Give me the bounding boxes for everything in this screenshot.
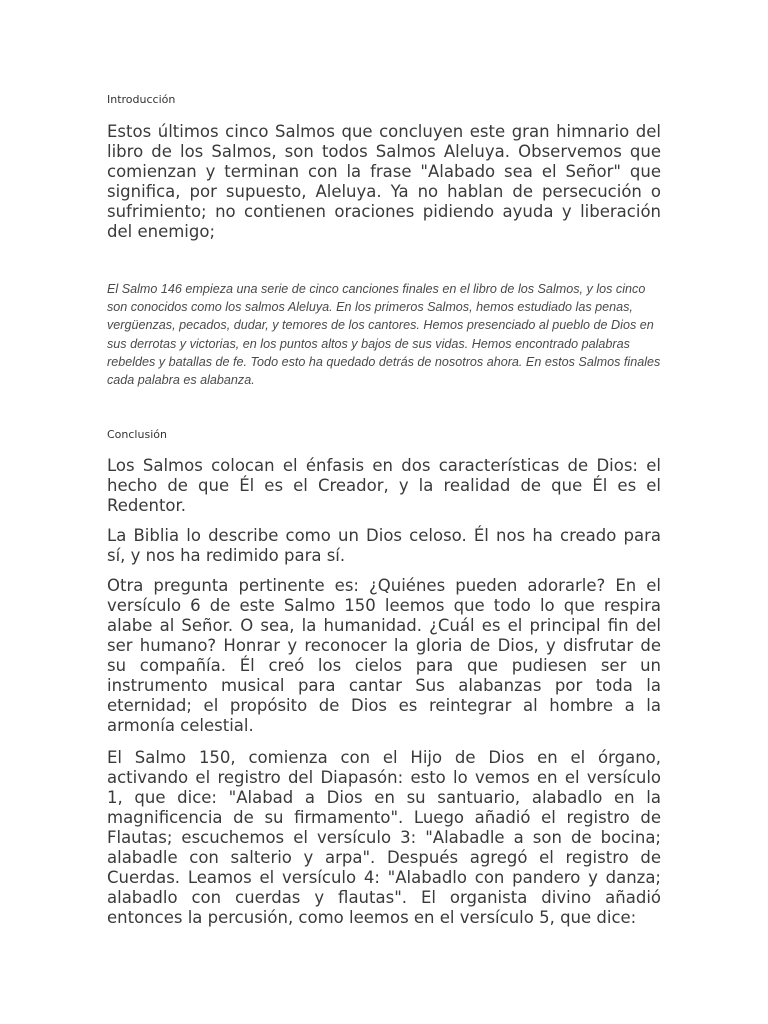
conclusion-paragraph-4: El Salmo 150, comienza con el Hijo de Dios en el órgano, activando el registro del Diapasón: esto lo vemos en el versículo 1, que dice: "Alabad a Dios en su santuario, alabadlo en la magnificencia de su firmamento". Luego añadió el registro de Flautas; escuchemos el versículo 3: "Alabadle a son de bocina; alabadle con salterio y arpa". Después agregó el registro de Cuerdas. Leamos el versículo 4: "Alabadlo con pandero y danza; alabadlo con cuerdas y flautas". El organista divino añadió entonces la percusión, como leemos en el versículo 5, que dice: bbox=[107, 748, 661, 927]
conclusion-paragraph-1: Los Salmos colocan el énfasis en dos características de Dios: el hecho de que Él es el Creador, y la realidad de que Él es el Redentor. bbox=[107, 456, 661, 515]
conclusion-paragraph-3: Otra pregunta pertinente es: ¿Quiénes pueden adorarle? En el versículo 6 de este Salmo 150 leemos que todo lo que respira alabe al Señor. O sea, la humanidad. ¿Cuál es el principal fin del ser humano? Honrar y reconocer la gloria de Dios, y disfrutar de su compañía. Él creó los cielos para que pudiesen ser un instrumento musical para cantar Sus alabanzas por toda la eternidad; el propósito de Dios es reintegrar al hombre a la armonía celestial. bbox=[107, 576, 661, 735]
introduction-paragraph: Estos últimos cinco Salmos que concluyen este gran himnario del libro de los Salmos, son todos Salmos Aleluya. Observemos que comienzan y terminan con la frase "Alabado sea el Señor" que significa, por supuesto, Aleluya. Ya no hablan de persecución o sufrimiento; no contienen oraciones pidiendo ayuda y liberación del enemigo; bbox=[107, 122, 661, 241]
conclusion-paragraph-2: La Biblia lo describe como un Dios celoso. Él nos ha creado para sí, y nos ha redimido para sí. bbox=[107, 526, 661, 565]
italic-summary-paragraph: El Salmo 146 empieza una serie de cinco canciones finales en el libro de los Salmos, y los cinco son conocidos como los salmos Aleluya. En los primeros Salmos, hemos estudiado las penas, vergüenzas, pecados, dudar, y temores de los cantores. Hemos presenciado al pueblo de Dios en sus derrotas y victorias, en los puntos altos y bajos de sus vidas. Hemos encontrado palabras rebeldes y batallas de fe. Todo esto ha quedado detrás de nosotros ahora. En estos Salmos finales cada palabra es alabanza. bbox=[107, 282, 661, 388]
introduction-heading: Introducción bbox=[107, 93, 176, 106]
conclusion-heading: Conclusión bbox=[107, 428, 167, 441]
